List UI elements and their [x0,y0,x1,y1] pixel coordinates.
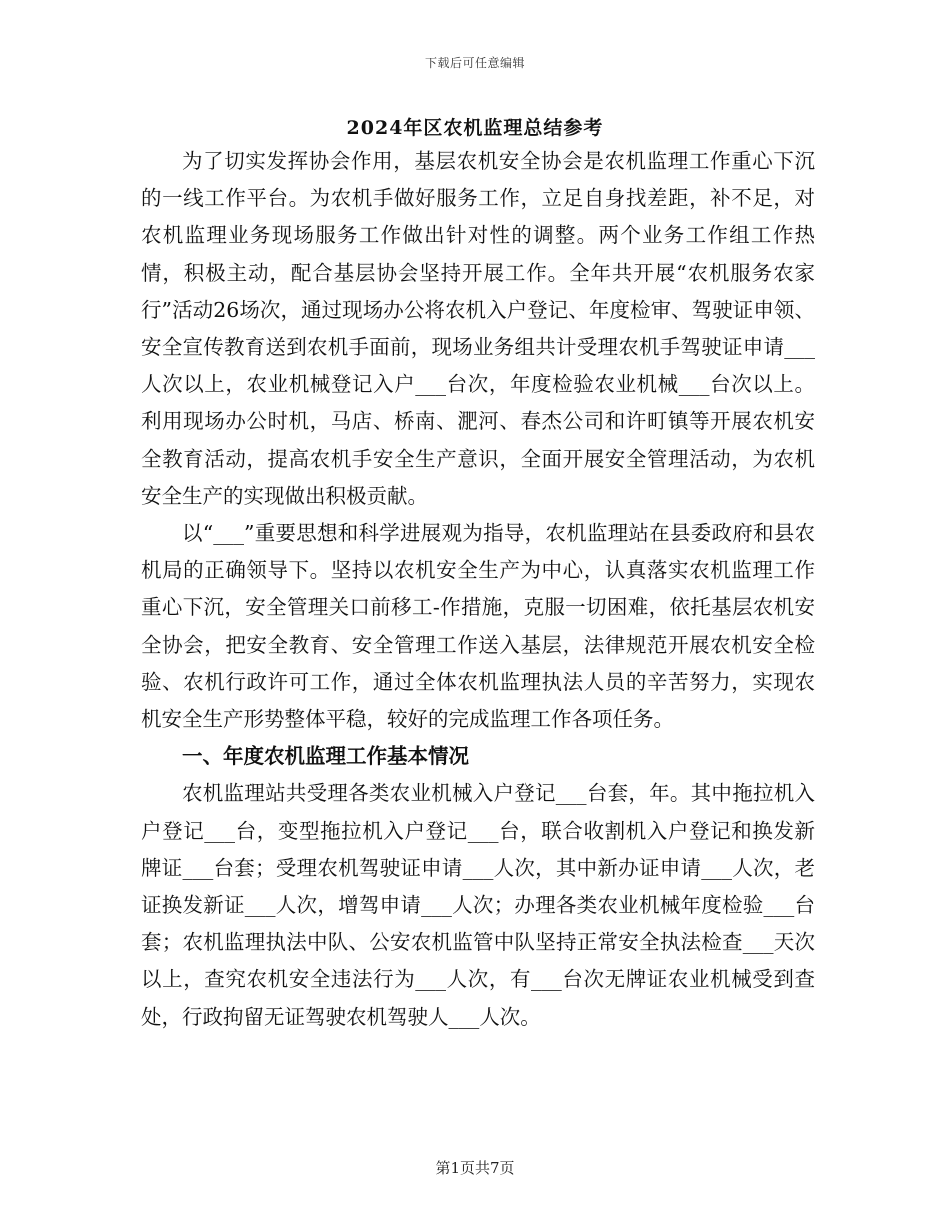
document-body [141,143,815,1036]
section-heading-basic-situation: 一、年度农机监理工作基本情况 [182,744,469,769]
paragraph-basic-situation: 农机监理站共受理各类农业机械入户登记___台套，年。其中拖拉机入户登记___台，变型拖拉机入户登记___台，联合收割机入户登记和换发新牌证___台套；受理农机驾驶证申请___人次，其中新办证申请___人次，老证换发新证___人次，增驾申请___人次；办理各类农业机械年度检验___台套；农机监理执法中队、公安农机监管中队坚持正常安全执法检查___天次以上，查究农机安全违法行为___人次，有___台次无牌证农业机械受到查处，行政拘留无证驾驶农机驾驶人___人次。 [141,781,815,1029]
page-number: 第1页共7页 [435,1159,515,1177]
paragraph-association-role: 为了切实发挥协会作用，基层农机安全协会是农机监理工作重心下沉的一线工作平台。为农机手做好服务工作，立足自身找差距，补不足，对农机监理业务现场服务工作做出针对性的调整。两个业务工作组工作热情，积极主动，配合基层协会坚持开展工作。全年共开展“农机服务农家行”活动26场次，通过现场办公将农机入户登记、年度检审、驾驶证申领、安全宣传教育送到农机手面前，现场业务组共计受理农机手驾驶证申请___人次以上，农业机械登记入户___台次，年度检验农业机械___台次以上。利用现场办公时机，马店、桥南、淝河、春杰公司和许町镇等开展农机安全教育活动，提高农机手安全生产意识，全面开展安全管理活动，为农机安全生产的实现做出积极贡献。 [141,149,815,508]
header-note: 下载后可任意编辑 [424,56,525,70]
paragraph-guiding-thought: 以“___”重要思想和科学进展观为指导，农机监理站在县委政府和县农机局的正确领导下。坚持以农机安全生产为中心，认真落实农机监理工作重心下沉，安全管理关口前移工-作措施，克服一切困难，依托基层农机安全协会，把安全教育、安全管理工作送入基层，法律规范开展农机安全检验、农机行政许可工作，通过全体农机监理执法人员的辛苦努力，实现农机安全生产形势整体平稳，较好的完成监理工作各项任务。 [141,521,815,732]
document-title: 2024年区农机监理总结参考 [346,117,604,139]
